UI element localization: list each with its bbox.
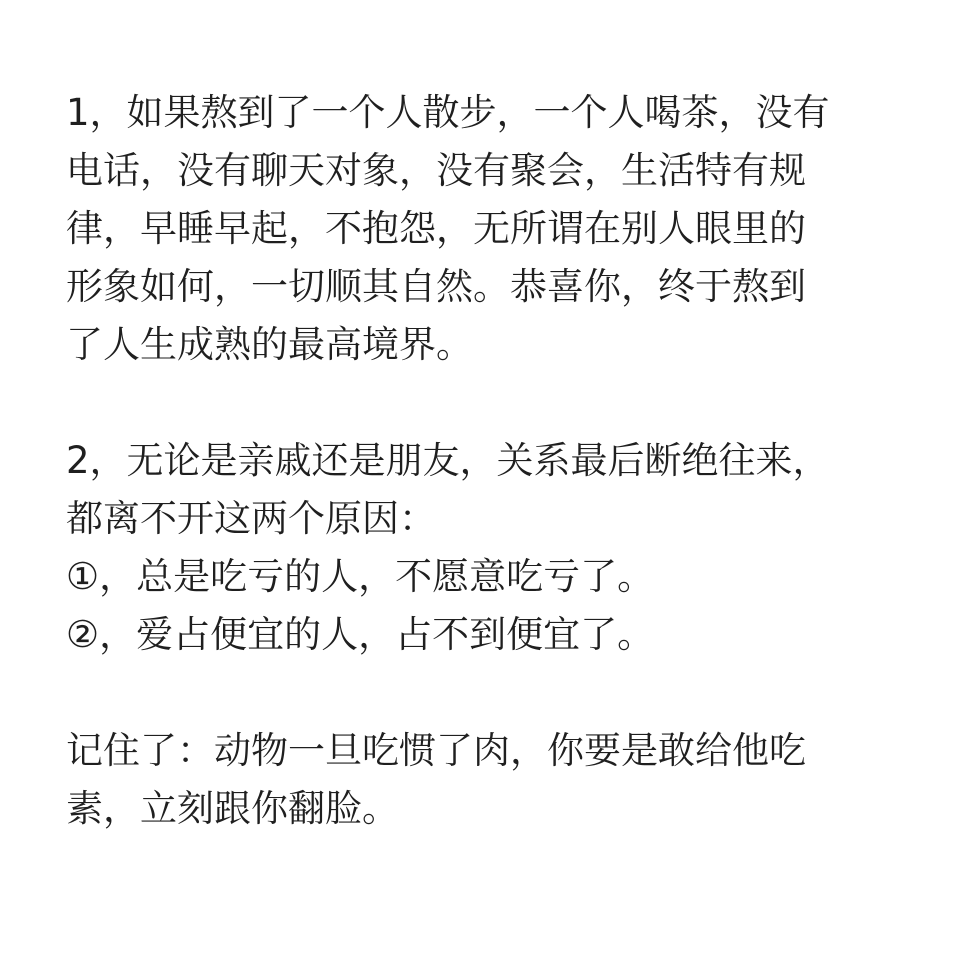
text-line: 记住了：动物一旦吃惯了肉，你要是敢给他吃 bbox=[66, 729, 806, 772]
paragraph-spacer bbox=[66, 374, 896, 432]
document-body bbox=[66, 84, 896, 838]
list-item-1: ①，总是吃亏的人，不愿意吃亏了。 bbox=[66, 555, 655, 598]
text-line: 电话，没有聊天对象，没有聚会，生活特有规 bbox=[66, 149, 806, 192]
text-line: 都离不开这两个原因： bbox=[66, 497, 436, 540]
paragraph-1 bbox=[66, 84, 896, 374]
text-line: 了人生成熟的最高境界。 bbox=[66, 323, 473, 366]
text-line: 1，如果熬到了一个人散步，一个人喝茶，没有 bbox=[66, 91, 830, 134]
text-line: 律，早睡早起，不抱怨，无所谓在别人眼里的 bbox=[66, 207, 806, 250]
text-line: 2，无论是亲戚还是朋友，关系最后断绝往来， bbox=[66, 439, 830, 482]
list-item-2: ②，爱占便宜的人，占不到便宜了。 bbox=[66, 613, 655, 656]
paragraph-2 bbox=[66, 432, 896, 664]
text-line: 素，立刻跟你翻脸。 bbox=[66, 787, 399, 830]
paragraph-3 bbox=[66, 722, 896, 838]
text-line: 形象如何，一切顺其自然。恭喜你，终于熬到 bbox=[66, 265, 806, 308]
paragraph-spacer bbox=[66, 664, 896, 722]
